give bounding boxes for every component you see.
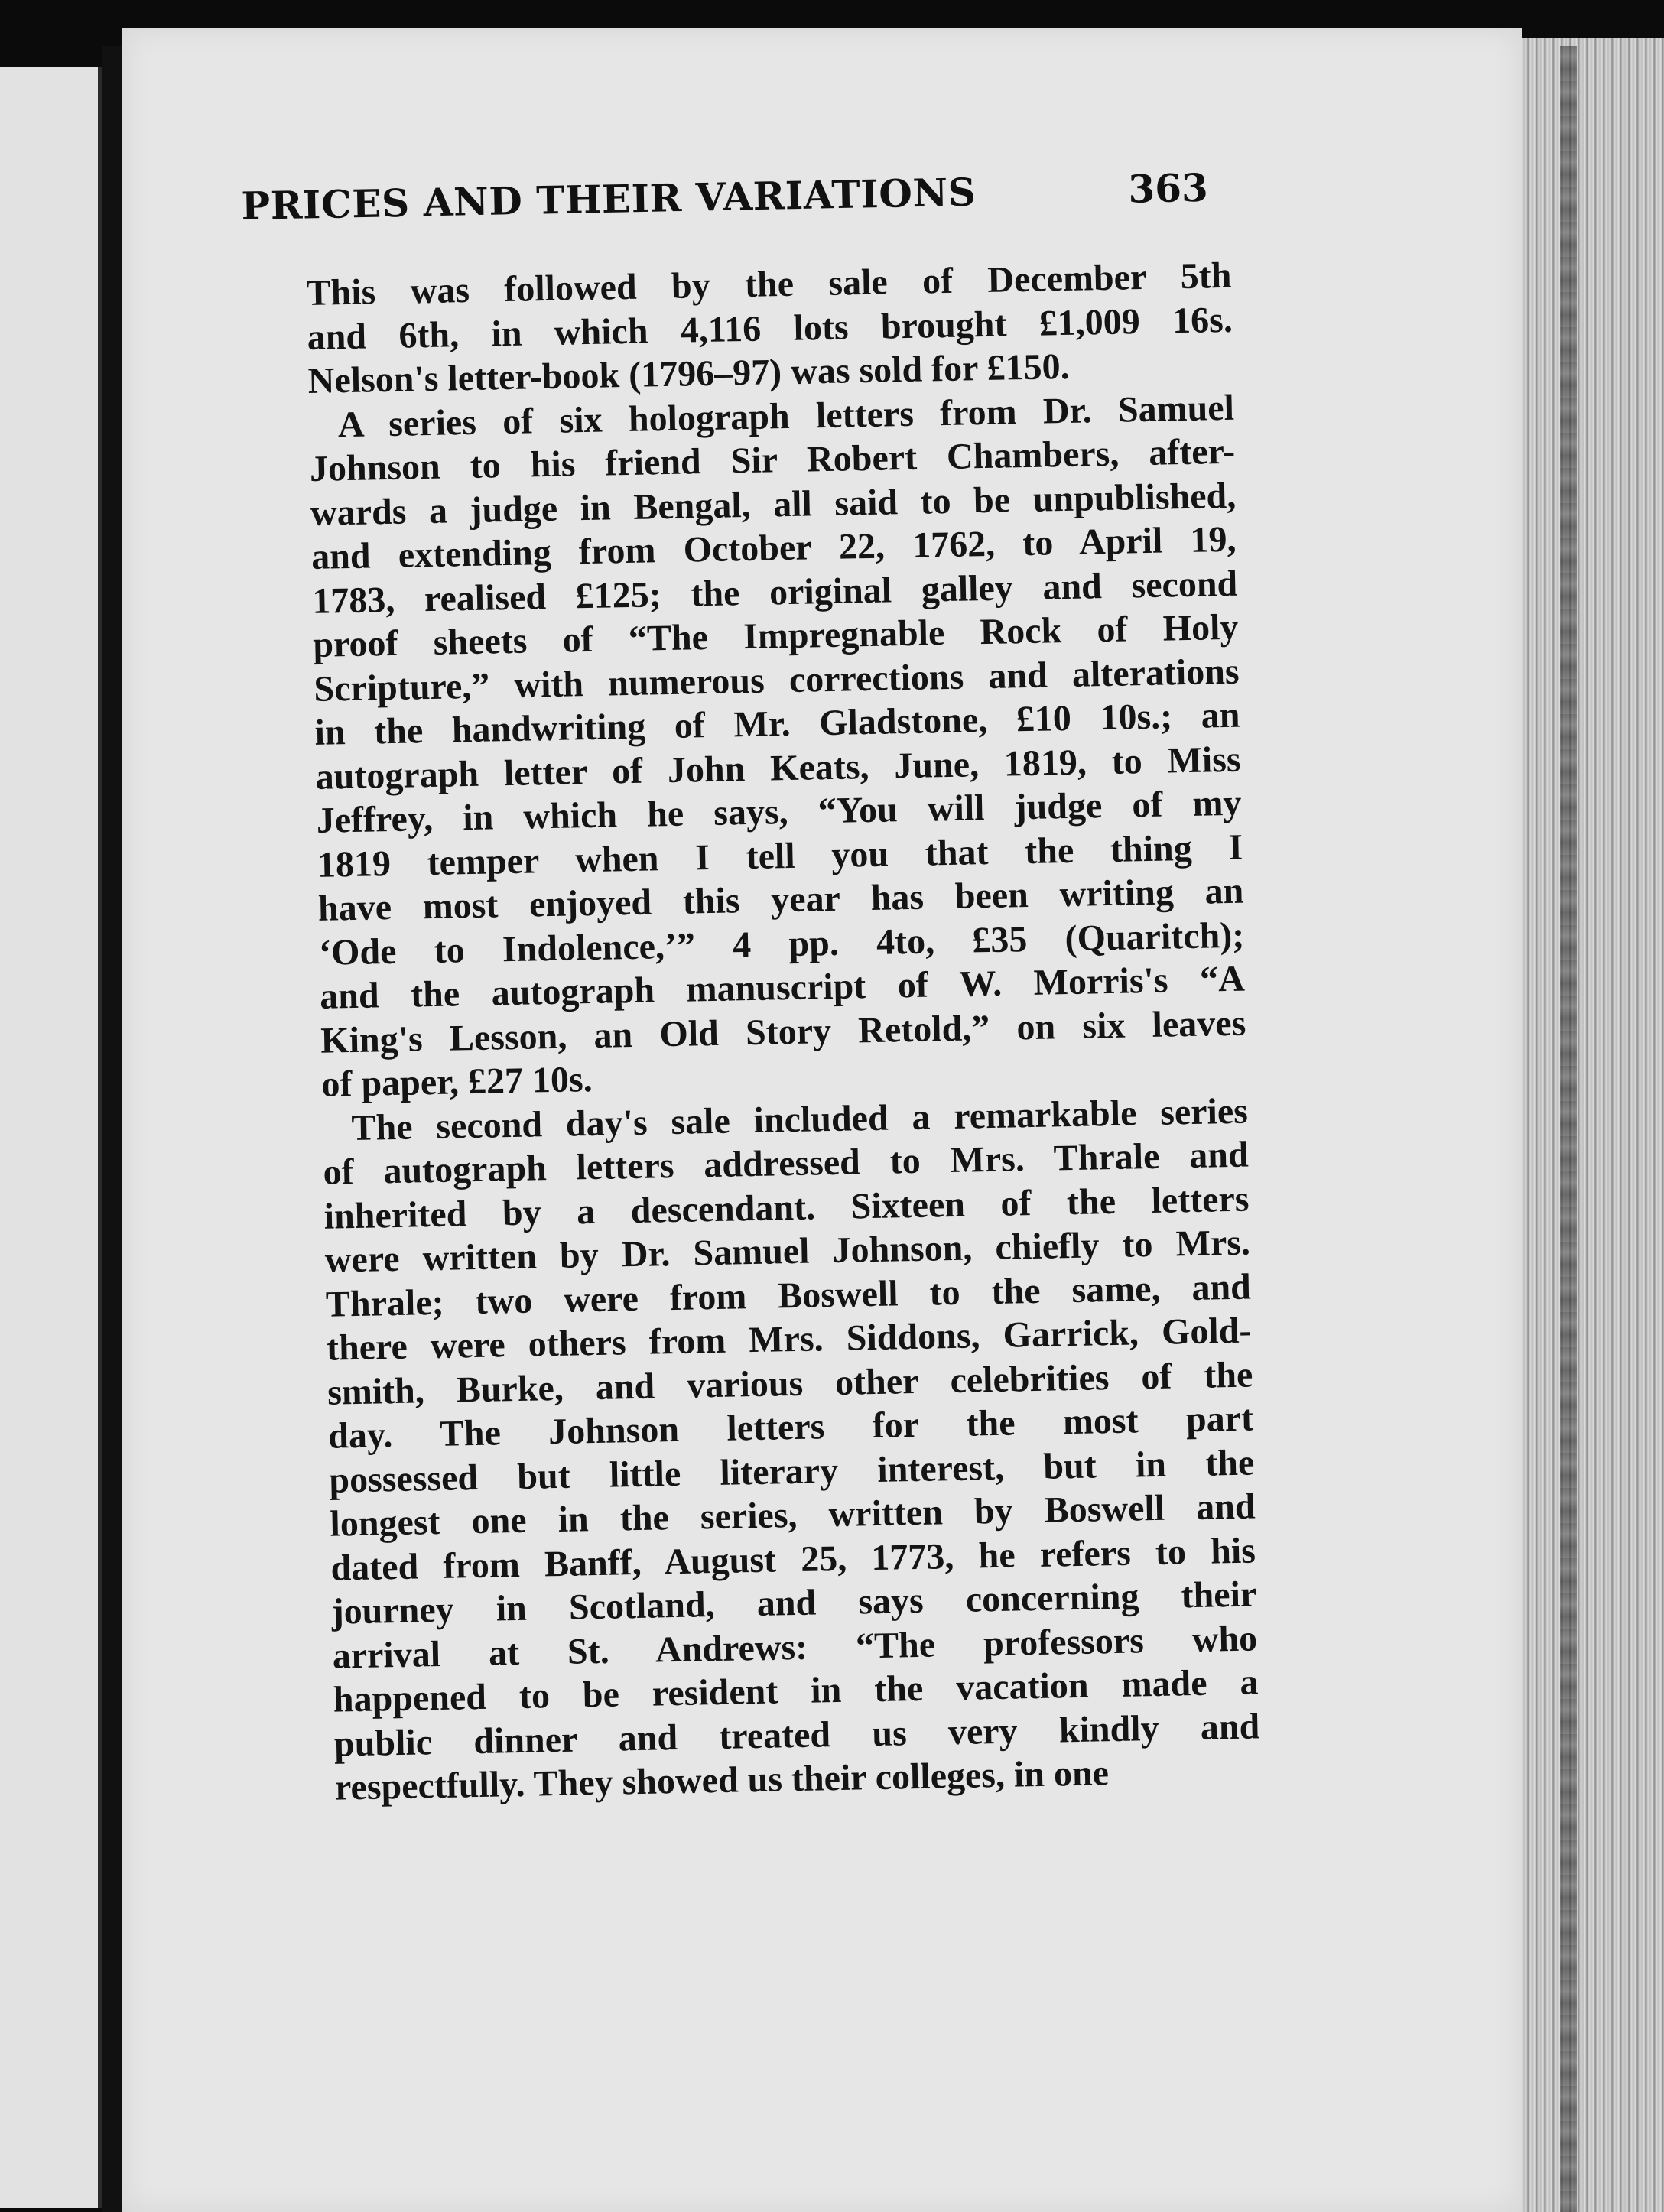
text-line: Johnson to his friend Sir Robert Chambers, after-: [309, 430, 1236, 489]
text-line: journey in Scotland, and says concerning their: [331, 1574, 1257, 1632]
text-line: The second day's sale included a remarkable series: [351, 1090, 1249, 1148]
text-line: 1783, realised £125; the original galley and second: [311, 563, 1238, 622]
page-stack-edge: [1522, 38, 1664, 2212]
book-gutter: [102, 46, 124, 2212]
paragraph: [308, 385, 1246, 1106]
text-line: possessed but little literary interest, but in the: [328, 1441, 1255, 1501]
text-line: of autograph letters addressed to Mrs. Thrale and: [323, 1134, 1250, 1193]
text-line: King's Lesson, an Old Story Retold,” on six leaves: [320, 1002, 1246, 1061]
text-line: A series of six holograph letters from Dr. Samuel: [337, 387, 1235, 445]
page-stack-shadow: [1560, 46, 1577, 2212]
text-line: of paper, £27 10s.: [320, 1059, 593, 1105]
text-line: and extending from October 22, 1762, to April 19,: [310, 518, 1237, 577]
page-number: 363: [1127, 164, 1209, 212]
text-line: in the handwriting of Mr. Gladstone, £10 10s.; an: [314, 694, 1240, 753]
text-line: arrival at St. Andrews: “The professors who: [332, 1617, 1258, 1677]
text-line: day. The Johnson letters for the most part: [327, 1398, 1254, 1457]
text-line: respectfully. They showed us their colleges, in one: [334, 1752, 1110, 1808]
text-line: Jeffrey, in which he says, “You will judge of my: [316, 782, 1242, 841]
text-line: 1819 temper when I tell you that the thing I: [317, 827, 1243, 885]
text-line: were written by Dr. Samuel Johnson, chiefly to Mrs.: [324, 1222, 1251, 1281]
text-line: inherited by a descendant. Sixteen of the letters: [323, 1178, 1250, 1237]
paragraph: [306, 254, 1233, 404]
text-line: dated from Banff, August 25, 1773, he refers to his: [330, 1529, 1256, 1589]
text-line: public dinner and treated us very kindly and: [333, 1705, 1260, 1765]
text-line: autograph letter of John Keats, June, 1819, to Miss: [315, 739, 1242, 797]
text-line: and 6th, in which 4,116 lots brought £1,009 16s.: [307, 299, 1233, 358]
text-line: ‘Ode to Indolence,’” 4 pp. 4to, £35 (Quaritch);: [318, 914, 1245, 973]
text-line: happened to be resident in the vacation made a: [333, 1661, 1259, 1720]
text-line: Scripture,” with numerous corrections and alterations: [313, 651, 1240, 710]
running-head-title: PRICES AND THEIR VARIATIONS: [241, 169, 977, 229]
text-line: and the autograph manuscript of W. Morris's “A: [319, 958, 1246, 1017]
body-text: [306, 254, 1260, 1810]
text-line: smith, Burke, and various other celebrities of the: [327, 1353, 1253, 1413]
text-line: Thrale; two were from Boswell to the same, and: [325, 1266, 1252, 1325]
text-line: there were others from Mrs. Siddons, Garrick, Gold-: [326, 1310, 1252, 1369]
text-line: This was followed by the sale of December 5th: [306, 255, 1232, 313]
text-line: Nelson's letter-book (1796–97) was sold for £150.: [307, 346, 1071, 401]
text-line: have most enjoyed this year has been writing an: [317, 870, 1244, 929]
text-line: longest one in the series, written by Boswell and: [329, 1486, 1256, 1545]
text-line: wards a judge in Bengal, all said to be unpublished,: [310, 475, 1237, 534]
text-line: proof sheets of “The Impregnable Rock of Holy: [312, 606, 1239, 665]
facing-page-edge: [0, 67, 102, 2208]
paragraph: [322, 1089, 1260, 1810]
